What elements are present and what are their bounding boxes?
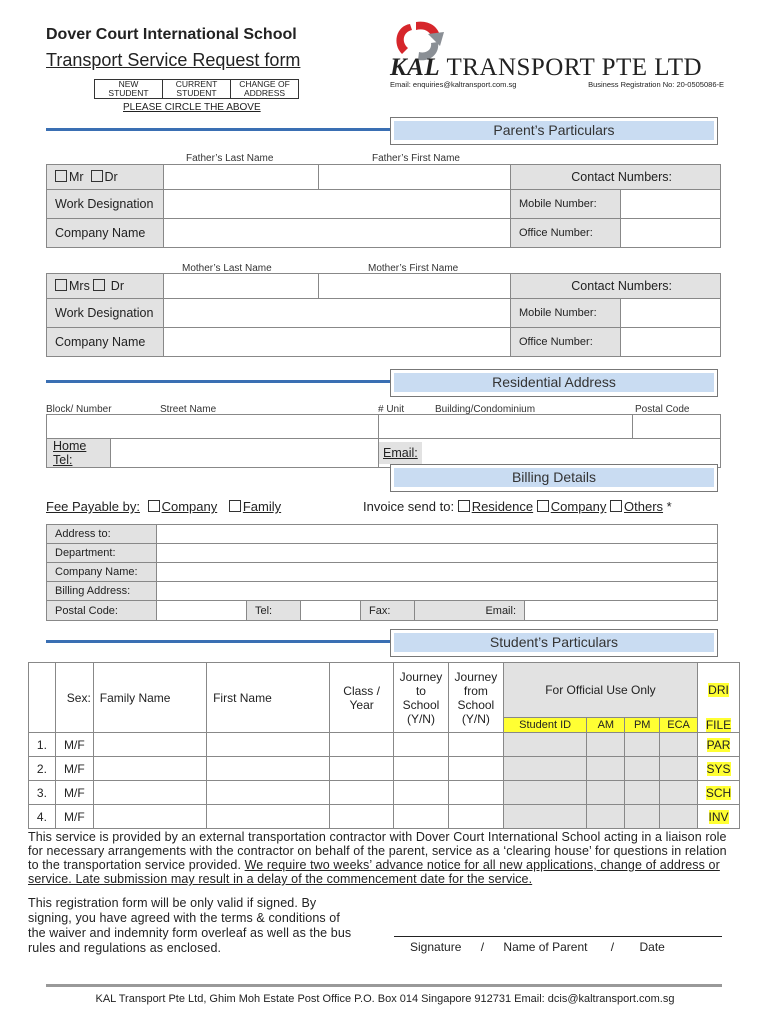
- separator: /: [610, 940, 615, 954]
- father-last-name-label: Father’s Last Name: [186, 153, 274, 164]
- department-label: Department:: [47, 544, 157, 563]
- footer-divider: [46, 984, 722, 987]
- mother-title-cell: [47, 274, 164, 299]
- father-office-label: Office Number:: [511, 219, 621, 248]
- father-mobile-field[interactable]: [621, 190, 721, 219]
- class-field[interactable]: [330, 805, 394, 829]
- block-number-label: Block/ Number: [46, 404, 112, 415]
- logo-email: Email: enquiries@kaltransport.com.sg: [390, 80, 517, 89]
- journey-from-header: Journey from School (Y/N): [448, 663, 503, 733]
- father-work-label: Work Designation: [47, 190, 164, 219]
- fee-payable-row: [46, 499, 281, 514]
- mrs-checkbox[interactable]: [55, 279, 67, 291]
- unit-label: # Unit: [378, 404, 405, 415]
- billing-table: [46, 524, 718, 621]
- dr-checkbox[interactable]: [91, 170, 103, 182]
- residential-section-title: Residential Address: [394, 373, 714, 392]
- student-row: [29, 805, 740, 829]
- street-address-field[interactable]: [47, 415, 379, 439]
- father-office-field[interactable]: [621, 219, 721, 248]
- company-name-field[interactable]: [157, 563, 718, 582]
- journey-to-header: Journey to School (Y/N): [394, 663, 449, 733]
- official-cell: [660, 805, 698, 829]
- invoice-residence-checkbox[interactable]: [458, 500, 470, 512]
- student-row: [29, 733, 740, 757]
- parent-name-label: Name of Parent: [503, 940, 588, 954]
- sex-value[interactable]: M/F: [55, 781, 93, 805]
- journey-to-field[interactable]: [394, 781, 449, 805]
- postal-code-field[interactable]: [633, 415, 721, 439]
- invoice-company-checkbox[interactable]: [537, 500, 549, 512]
- mother-work-field[interactable]: [164, 299, 511, 328]
- official-cell: [587, 757, 625, 781]
- fax-label: Fax:: [361, 601, 415, 621]
- student-row: [29, 781, 740, 805]
- mother-contact-numbers: Contact Numbers:: [511, 274, 721, 299]
- sex-header: Sex:: [55, 663, 93, 733]
- official-cell: [587, 781, 625, 805]
- address-to-field[interactable]: [157, 525, 718, 544]
- postal-code-label: Postal Code: [635, 404, 690, 415]
- father-last-name-field[interactable]: [164, 165, 319, 190]
- option-change-of-address[interactable]: CHANGE OF ADDRESS: [231, 80, 299, 99]
- separator: /: [480, 940, 485, 954]
- building-field[interactable]: [379, 415, 633, 439]
- am-header: AM: [587, 718, 625, 733]
- journey-to-field[interactable]: [394, 733, 449, 757]
- billing-postal-field[interactable]: [157, 601, 247, 621]
- official-cell: [660, 757, 698, 781]
- official-cell: [503, 805, 587, 829]
- row-number: 1.: [29, 733, 56, 757]
- mother-last-name-label: Mother’s Last Name: [182, 263, 272, 274]
- fee-family-label: Family: [242, 499, 282, 514]
- mother-first-name-label: Mother’s First Name: [368, 263, 459, 274]
- section-divider: [46, 640, 392, 643]
- invoice-company-label: Company: [550, 499, 607, 514]
- journey-from-field[interactable]: [448, 805, 503, 829]
- fee-company-checkbox[interactable]: [148, 500, 160, 512]
- mr-label: Mr: [69, 170, 84, 184]
- kal-logo: [386, 18, 728, 94]
- billing-address-field[interactable]: [157, 582, 718, 601]
- first-name-field[interactable]: [207, 781, 330, 805]
- mother-office-label: Office Number:: [511, 328, 621, 357]
- row-number: 2.: [29, 757, 56, 781]
- mother-work-label: Work Designation: [47, 299, 164, 328]
- first-name-field[interactable]: [207, 805, 330, 829]
- family-name-field[interactable]: [93, 805, 206, 829]
- signature-label: Signature: [410, 940, 462, 954]
- official-cell: [503, 781, 587, 805]
- section-divider: [46, 380, 392, 383]
- option-current-student[interactable]: CURRENT STUDENT: [163, 80, 231, 99]
- fee-payable-label: Fee Payable by:: [46, 499, 140, 514]
- street-name-label: Street Name: [160, 404, 217, 415]
- section-divider: [46, 128, 392, 131]
- students-table: [28, 662, 740, 829]
- invoice-residence-label: Residence: [471, 499, 534, 514]
- mother-mobile-label: Mobile Number:: [511, 299, 621, 328]
- footer-text: KAL Transport Pte Ltd, Ghim Moh Estate Post Office P.O. Box 014 Singapore 912731 Email: dcis@kaltransport.com.sg: [95, 993, 675, 1005]
- family-name-field[interactable]: [93, 781, 206, 805]
- invoice-asterisk: *: [666, 499, 672, 514]
- family-name-field[interactable]: [93, 757, 206, 781]
- students-section-title: Student’s Particulars: [394, 633, 714, 652]
- billing-email-label: Email:: [415, 601, 525, 621]
- dr-label: Dr: [104, 170, 118, 184]
- row-number: 4.: [29, 805, 56, 829]
- official-cell: [587, 805, 625, 829]
- mother-table: [46, 273, 721, 357]
- code-sch: SCH: [705, 785, 732, 800]
- invoice-others-label: Others: [624, 499, 664, 514]
- invoice-send-label: Invoice send to:: [363, 499, 455, 514]
- department-field[interactable]: [157, 544, 718, 563]
- sex-value[interactable]: M/F: [55, 757, 93, 781]
- school-name: Dover Court International School: [46, 26, 297, 43]
- official-cell: [660, 781, 698, 805]
- sys-cell: [698, 757, 740, 781]
- residential-table: [46, 414, 721, 468]
- par-cell: [698, 733, 740, 757]
- terms-notice: We require two weeks’ advance notice for all new applications, change of address or service. Late submission may result in a delay of the commencement date for the service.: [28, 858, 720, 886]
- sch-cell: [698, 781, 740, 805]
- student-id-header: Student ID: [503, 718, 587, 733]
- journey-from-field[interactable]: [448, 781, 503, 805]
- billing-email-field[interactable]: [525, 601, 718, 621]
- billing-address-label: Billing Address:: [47, 582, 157, 601]
- code-inv: INV: [708, 809, 729, 824]
- form-title: Transport Service Request form: [46, 50, 301, 70]
- students-section-header: [390, 629, 718, 657]
- dr-mother-label: Dr: [110, 279, 124, 293]
- official-cell: [625, 733, 660, 757]
- class-field[interactable]: [330, 733, 394, 757]
- student-row: [29, 757, 740, 781]
- family-name-header: Family Name: [93, 663, 206, 733]
- home-tel-label: [47, 439, 111, 468]
- logo-registration: Business Registration No: 20-0505086-E: [588, 80, 724, 89]
- journey-from-field[interactable]: [448, 733, 503, 757]
- residential-section-header: [390, 369, 718, 397]
- signature-labels: [410, 940, 665, 954]
- email-label: Email:: [379, 442, 422, 464]
- mother-mobile-field[interactable]: [621, 299, 721, 328]
- option-new-student[interactable]: NEW STUDENT: [95, 80, 163, 99]
- billing-section-title: Billing Details: [394, 468, 714, 487]
- invoice-send-row: [363, 499, 672, 514]
- pm-header: PM: [625, 718, 660, 733]
- father-company-field[interactable]: [164, 219, 511, 248]
- official-cell: [503, 733, 587, 757]
- logo-company-name: TRANSPORT PTE LTD: [446, 54, 703, 81]
- home-tel-field[interactable]: [111, 439, 379, 468]
- official-cell: [625, 781, 660, 805]
- tel-field[interactable]: [301, 601, 361, 621]
- home-tel-text: Home Tel:: [53, 439, 87, 467]
- code-par: PAR: [706, 737, 731, 752]
- father-title-cell: [47, 165, 164, 190]
- billing-section-header: [390, 464, 718, 492]
- logo-kal: KAL: [390, 54, 441, 81]
- company-name-label: Company Name:: [47, 563, 157, 582]
- file-cell: [698, 718, 740, 733]
- code-file: FILE: [705, 717, 732, 732]
- building-label: Building/Condominium: [435, 404, 536, 415]
- parents-section-title: Parent’s Particulars: [394, 121, 714, 140]
- signing-note: This registration form will be only valid if signed. By signing, you have agreed with the terms & conditions of the waiver and indemnity form overleaf as well as the bus rules and regulations as enclosed.: [28, 896, 352, 955]
- mother-last-name-field[interactable]: [164, 274, 319, 299]
- mother-first-name-field[interactable]: [319, 274, 511, 299]
- official-cell: [625, 757, 660, 781]
- official-use-header: For Official Use Only: [503, 663, 697, 718]
- mother-office-field[interactable]: [621, 328, 721, 357]
- official-cell: [587, 733, 625, 757]
- eca-header: ECA: [660, 718, 698, 733]
- inv-cell: [698, 805, 740, 829]
- terms-paragraph: [28, 830, 732, 886]
- father-contact-numbers: Contact Numbers:: [511, 165, 721, 190]
- father-work-field[interactable]: [164, 190, 511, 219]
- code-dri: DRI: [708, 683, 729, 698]
- journey-from-field[interactable]: [448, 757, 503, 781]
- family-name-field[interactable]: [93, 733, 206, 757]
- father-first-name-field[interactable]: [319, 165, 511, 190]
- terms-text: This service is provided by an external transportation contractor with Dover Court International School acting in a liaison role for necessary arrangements with the contractor on behalf of the parent, service as a ‘clearing house’ for questions in relation to the transportation service provided.: [28, 830, 727, 872]
- journey-to-field[interactable]: [394, 757, 449, 781]
- sex-value[interactable]: M/F: [55, 733, 93, 757]
- dr-mother-checkbox[interactable]: [93, 279, 105, 291]
- tel-label: Tel:: [247, 601, 301, 621]
- dri-cell: [698, 663, 740, 718]
- fee-company-label: Company: [161, 499, 218, 514]
- mr-checkbox[interactable]: [55, 170, 67, 182]
- parents-section-header: [390, 117, 718, 145]
- signature-line[interactable]: [394, 936, 722, 937]
- mrs-label: Mrs: [69, 279, 90, 293]
- postal-code-billing-label: Postal Code:: [47, 601, 157, 621]
- mother-company-label: Company Name: [47, 328, 164, 357]
- official-cell: [625, 805, 660, 829]
- mother-company-field[interactable]: [164, 328, 511, 357]
- father-mobile-label: Mobile Number:: [511, 190, 621, 219]
- row-number-header: [29, 663, 56, 733]
- row-number: 3.: [29, 781, 56, 805]
- first-name-field[interactable]: [207, 757, 330, 781]
- official-cell: [503, 757, 587, 781]
- fee-family-checkbox[interactable]: [229, 500, 241, 512]
- first-name-field[interactable]: [207, 733, 330, 757]
- father-first-name-label: Father’s First Name: [372, 153, 460, 164]
- student-type-options: [94, 79, 299, 99]
- class-field[interactable]: [330, 757, 394, 781]
- code-sys: SYS: [706, 761, 731, 776]
- journey-to-field[interactable]: [394, 805, 449, 829]
- class-field[interactable]: [330, 781, 394, 805]
- invoice-others-checkbox[interactable]: [610, 500, 622, 512]
- father-company-label: Company Name: [47, 219, 164, 248]
- circle-note: PLEASE CIRCLE THE ABOVE: [123, 102, 261, 113]
- official-cell: [660, 733, 698, 757]
- date-label: Date: [639, 940, 665, 954]
- class-year-header: Class / Year: [330, 663, 394, 733]
- address-to-label: Address to:: [47, 525, 157, 544]
- sex-value[interactable]: M/F: [55, 805, 93, 829]
- first-name-header: First Name: [207, 663, 330, 733]
- father-table: [46, 164, 721, 248]
